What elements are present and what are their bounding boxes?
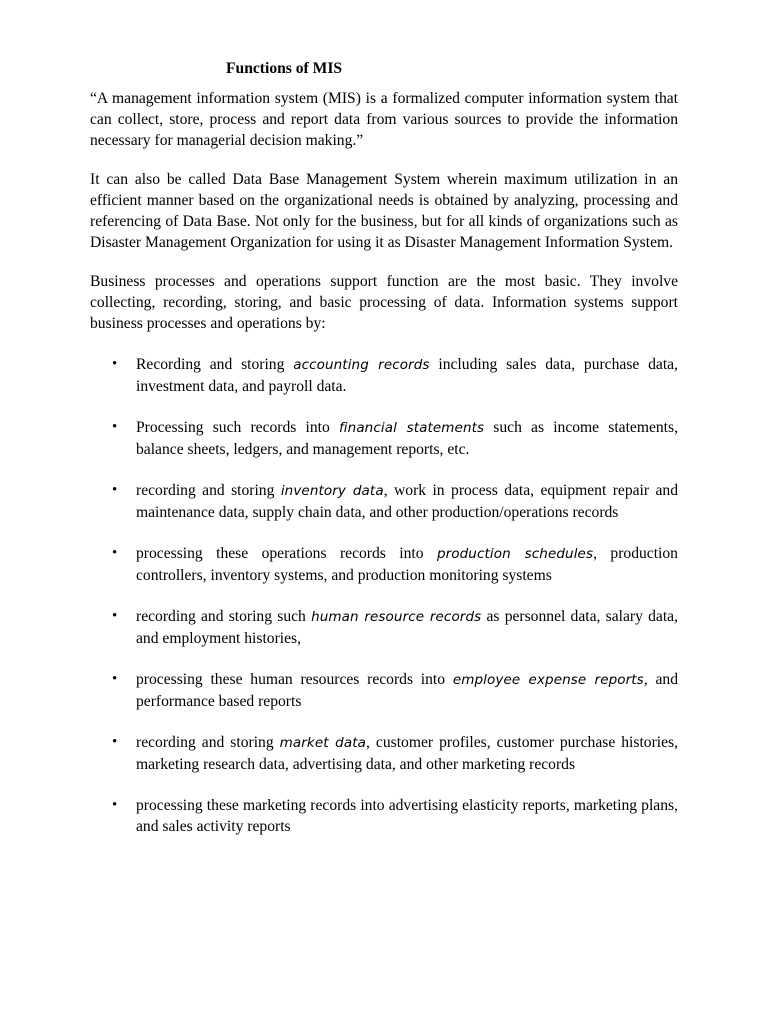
list-item	[90, 606, 678, 649]
bullet-icon: •	[112, 734, 118, 750]
paragraph-definition: “A management information system (MIS) is a formalized computer information system that can collect, store, process and report data from various sources to provide the information necessary for managerial decision making.”	[90, 90, 678, 149]
bullet-emphasis: market data	[279, 735, 366, 751]
list-item	[90, 669, 678, 712]
bullet-text-before: recording and storing	[136, 482, 281, 499]
paragraph-support-function: Business processes and operations support function are the most basic. They involve collecting, recording, storing, and basic processing of data. Information systems support business processes and operations by:	[90, 273, 678, 332]
bullet-text-after: including sales data, purchase data, investment data, and payroll data.	[136, 356, 678, 395]
bullet-emphasis: inventory data	[280, 483, 384, 499]
bullet-list	[90, 354, 678, 838]
list-item	[90, 732, 678, 775]
paragraph-dbms: It can also be called Data Base Management System wherein maximum utilization in an efficient manner based on the organizational needs is obtained by analyzing, processing and referencing of Data Base. Not only for the business, but for all kinds of organizations such as Disaster Management Organization for using it as Disaster Management Information System.	[90, 171, 678, 251]
list-item	[90, 795, 678, 838]
document-title: Functions of MIS	[226, 60, 343, 77]
bullet-text-before: processing these human resources records into	[136, 671, 453, 688]
bullet-text-after: , customer profiles, customer purchase histories, marketing research data, advertising data, and other marketing records	[136, 734, 678, 773]
list-item	[90, 543, 678, 586]
bullet-icon: •	[112, 356, 118, 372]
bullet-emphasis: accounting records	[293, 357, 430, 373]
bullet-icon: •	[112, 671, 118, 687]
bullet-text-before: processing these marketing records into advertising elasticity reports, marketing plans, and sales activity reports	[136, 797, 678, 835]
bullet-emphasis: employee expense reports	[452, 672, 644, 688]
document-page	[90, 58, 678, 858]
bullet-text-after: , work in process data, equipment repair and maintenance data, supply chain data, and other production/operations records	[136, 482, 679, 521]
list-item	[90, 480, 678, 523]
bullet-text-after: , production controllers, inventory systems, and production monitoring systems	[136, 545, 678, 584]
bullet-emphasis: human resource records	[311, 609, 482, 625]
bullet-icon: •	[112, 608, 118, 624]
bullet-icon: •	[112, 797, 118, 813]
bullet-emphasis: production schedules	[436, 546, 594, 562]
bullet-text-after: such as income statements, balance sheets, ledgers, and management reports, etc.	[136, 419, 678, 458]
bullet-icon: •	[112, 545, 118, 561]
bullet-text-after: , and performance based reports	[136, 671, 679, 710]
bullet-text-before: recording and storing	[136, 734, 280, 751]
bullet-text-before: Processing such records into	[136, 419, 339, 436]
bullet-text-after: as personnel data, salary data, and employment histories,	[136, 608, 678, 647]
bullet-emphasis: financial statements	[338, 420, 485, 436]
bullet-text-before: recording and storing such	[136, 608, 312, 625]
bullet-text-before: Recording and storing	[136, 356, 294, 373]
bullet-icon: •	[112, 482, 118, 498]
bullet-text-before: processing these operations records into	[136, 545, 437, 562]
bullet-icon: •	[112, 419, 118, 435]
list-item	[90, 354, 678, 397]
list-item	[90, 417, 678, 460]
